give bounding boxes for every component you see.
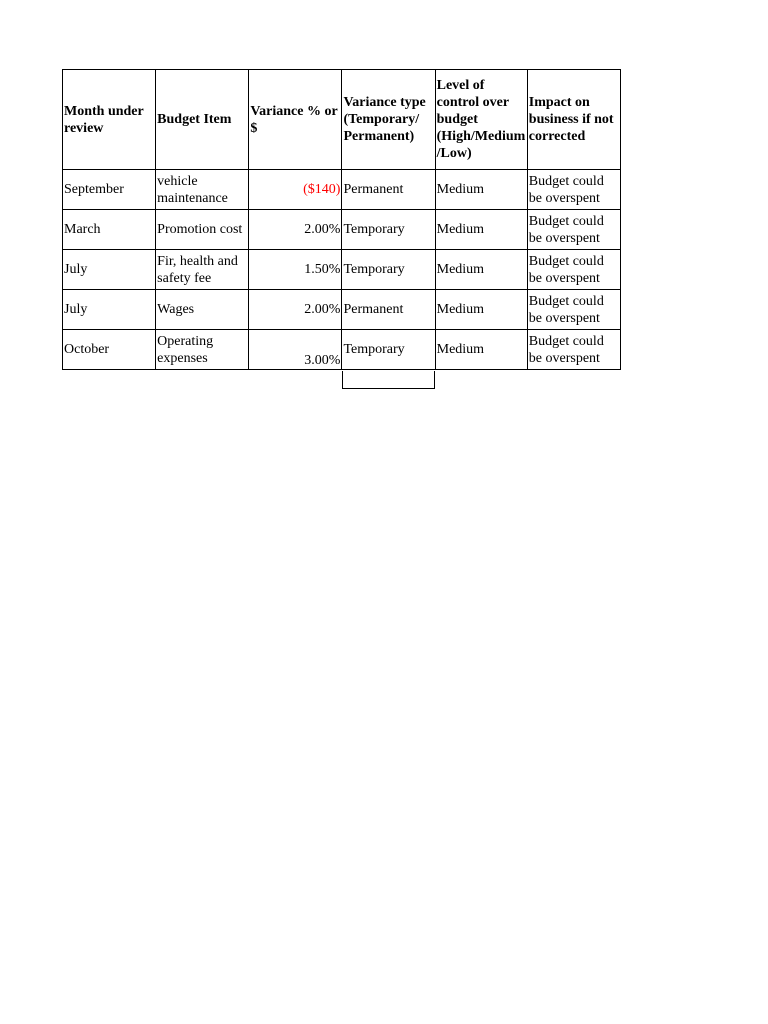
spreadsheet-area <box>62 69 622 370</box>
header-row <box>63 70 621 170</box>
cell-variance-type: Permanent <box>342 290 435 330</box>
cell-budget-item: Promotion cost <box>156 210 249 250</box>
table-row <box>63 250 621 290</box>
cell-control-level: Medium <box>435 290 527 330</box>
table-row <box>63 290 621 330</box>
header-month: Month under review <box>63 70 156 170</box>
cell-impact: Budget could be overspent <box>527 290 620 330</box>
table-row <box>63 170 621 210</box>
cell-variance: 2.00% <box>249 210 342 250</box>
cell-control-level: Medium <box>435 170 527 210</box>
cell-budget-item: vehicle maintenance <box>156 170 249 210</box>
cell-variance-type: Temporary <box>342 210 435 250</box>
cell-month: July <box>63 250 156 290</box>
table-row <box>63 210 621 250</box>
cell-variance: 2.00% <box>249 290 342 330</box>
cell-impact: Budget could be overspent <box>527 170 620 210</box>
cell-month: March <box>63 210 156 250</box>
cell-impact: Budget could be overspent <box>527 330 620 370</box>
cell-variance: 1.50% <box>249 250 342 290</box>
table-row <box>63 330 621 370</box>
header-control-level: Level of control over budget (High/Medium/Low) <box>435 70 527 170</box>
cell-variance-type: Temporary <box>342 330 435 370</box>
cell-variance: ($140) <box>249 170 342 210</box>
cell-budget-item: Operating expenses <box>156 330 249 370</box>
cell-budget-item: Wages <box>156 290 249 330</box>
header-variance-type: Variance type (Temporary/ Permanent) <box>342 70 435 170</box>
cell-impact: Budget could be overspent <box>527 250 620 290</box>
cell-variance: 3.00% <box>249 330 342 370</box>
cell-control-level: Medium <box>435 250 527 290</box>
cell-control-level: Medium <box>435 210 527 250</box>
cell-impact: Budget could be overspent <box>527 210 620 250</box>
cell-budget-item: Fir, health and safety fee <box>156 250 249 290</box>
empty-cell <box>342 371 435 389</box>
header-variance: Variance % or $ <box>249 70 342 170</box>
header-budget-item: Budget Item <box>156 70 249 170</box>
cell-variance-type: Permanent <box>342 170 435 210</box>
cell-control-level: Medium <box>435 330 527 370</box>
cell-month: October <box>63 330 156 370</box>
budget-variance-table <box>62 69 621 370</box>
cell-variance-type: Temporary <box>342 250 435 290</box>
header-impact: Impact on business if not corrected <box>527 70 620 170</box>
cell-month: July <box>63 290 156 330</box>
cell-month: September <box>63 170 156 210</box>
